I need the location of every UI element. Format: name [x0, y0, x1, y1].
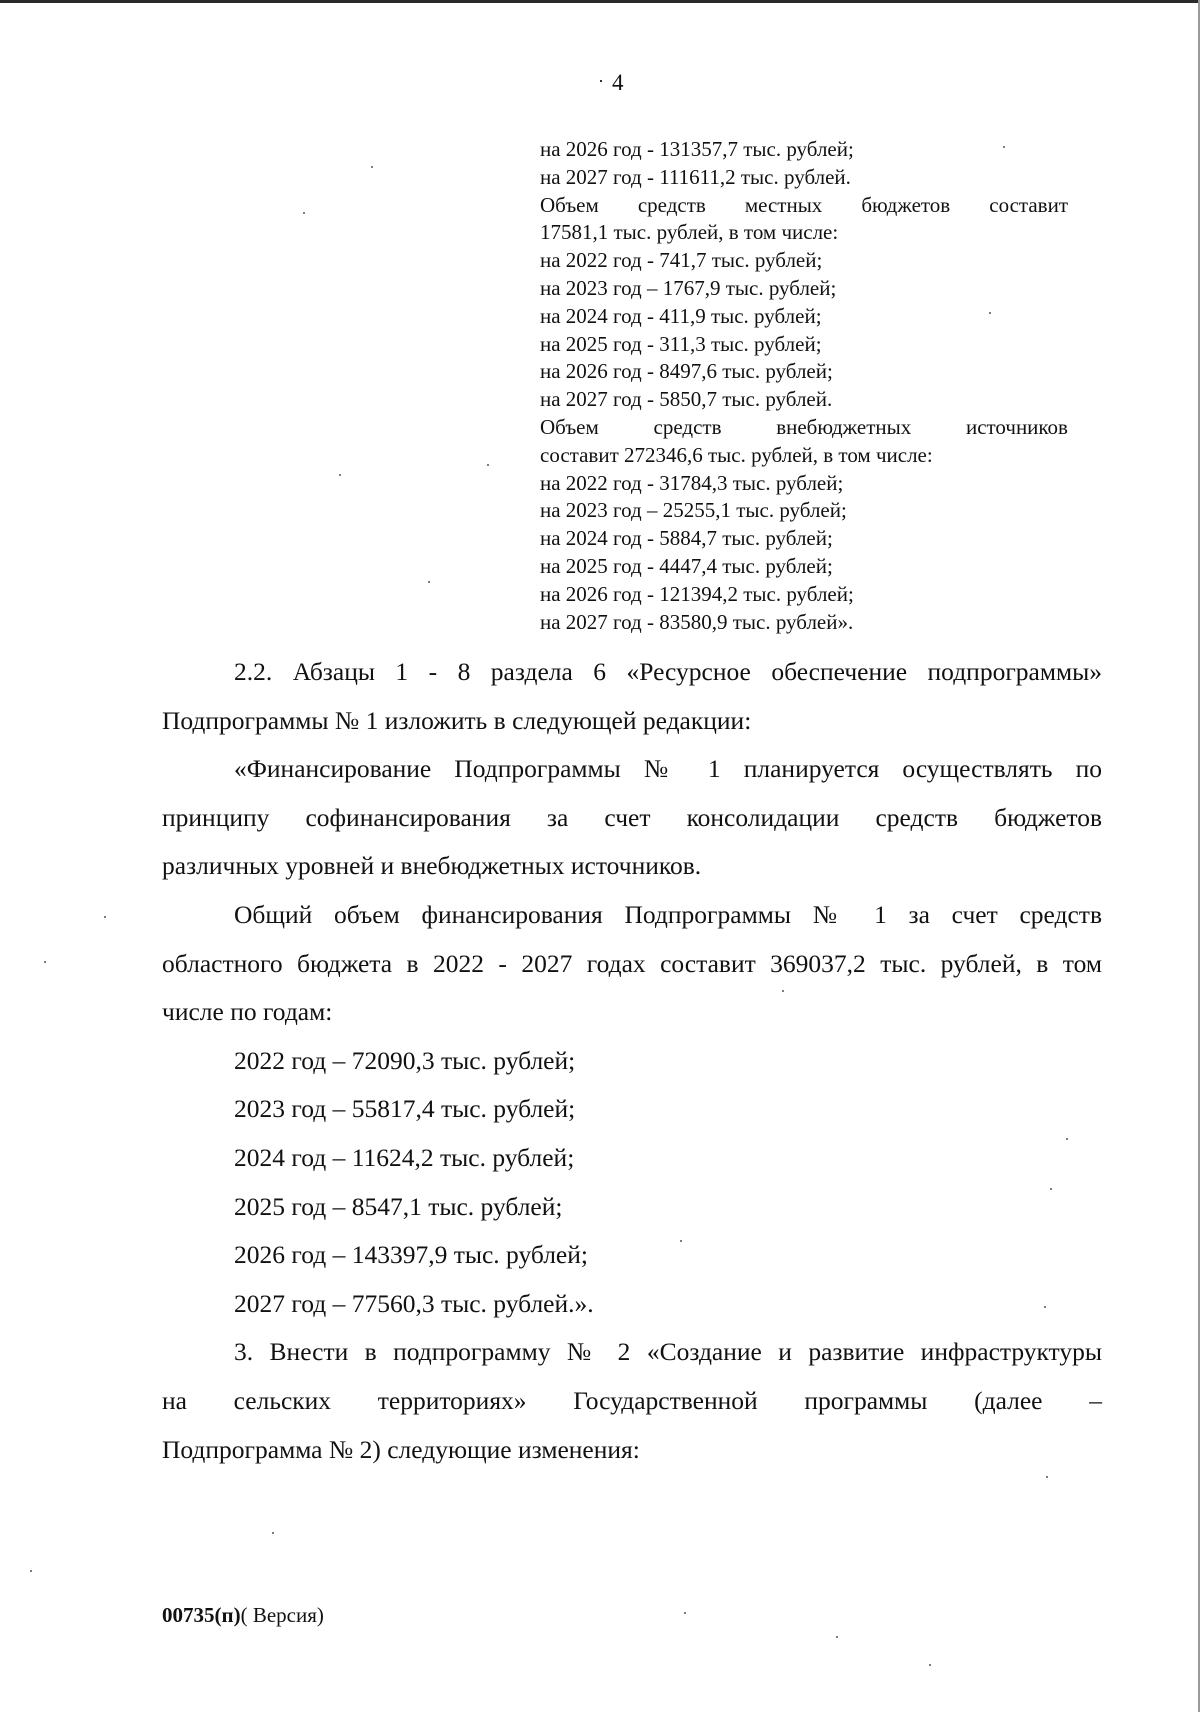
- word: Государственной: [573, 1385, 758, 1415]
- word: Объем: [540, 414, 599, 439]
- funding-line: на 2022 год - 31784,3 тыс. рублей;: [540, 470, 844, 495]
- scan-speck: [680, 1240, 682, 1242]
- page-number: [612, 70, 624, 96]
- funding-line: на 2026 год - 8497,6 тыс. рублей;: [540, 359, 833, 384]
- funding-line: 17581,1 тыс. рублей, в том числе:: [540, 220, 839, 245]
- word: территориях»: [377, 1385, 527, 1415]
- word: местных: [744, 192, 823, 217]
- word: Объем: [540, 192, 599, 217]
- paragraph-line: числе по годам:: [162, 997, 333, 1027]
- scan-speck: [1066, 1138, 1068, 1140]
- scan-speck: [303, 212, 305, 214]
- scan-edge-top: [0, 0, 1200, 3]
- yearly-amounts-list: [162, 1037, 1102, 1329]
- scan-speck: [371, 166, 373, 168]
- page-number-dot: [600, 80, 602, 82]
- paragraph-financing: [162, 745, 1102, 891]
- paragraph-line: «Финансирование Подпрограммы № 1 планируется осуществлять по: [234, 754, 1102, 784]
- funding-line: на 2025 год - 311,3 тыс. рублей;: [540, 331, 822, 356]
- local-budgets-heading-line: [540, 192, 1068, 220]
- word: средств: [653, 414, 722, 439]
- paragraph-line: 2.2. Абзацы 1 - 8 раздела 6 «Ресурсное обеспечение подпрограммы»: [234, 657, 1102, 686]
- scan-speck: [836, 1636, 838, 1638]
- funding-line: на 2027 год - 111611,2 тыс. рублей.: [540, 164, 851, 189]
- year-amount-line: 2027 год – 77560,3 тыс. рублей.».: [234, 1288, 594, 1318]
- scan-speck: [1050, 1188, 1052, 1190]
- paragraph-line: Подпрограммы № 1 изложить в следующей редакции:: [162, 705, 752, 735]
- funding-line: на 2023 год – 25255,1 тыс. рублей;: [540, 498, 847, 523]
- word: средств: [637, 192, 706, 217]
- paragraph-line: принципу софинансирования за счет консолидации средств бюджетов: [162, 802, 1102, 832]
- paragraph-line: Общий объем финансирования Подпрограммы № 1 за счет средств: [234, 899, 1102, 929]
- funding-line: составит 272346,6 тыс. рублей, в том числе:: [540, 442, 933, 467]
- scan-speck: [989, 312, 991, 314]
- document-footer: [162, 1603, 324, 1628]
- funding-line: на 2024 год - 5884,7 тыс. рублей;: [540, 526, 833, 551]
- scan-speck: [428, 581, 430, 583]
- scan-speck: [1044, 1306, 1046, 1308]
- funding-line: на 2026 год - 131357,7 тыс. рублей;: [540, 137, 854, 161]
- paragraph-line: Подпрограмма № 2) следующие изменения:: [162, 1434, 640, 1464]
- word: внебюджетных: [776, 414, 912, 439]
- scan-speck: [1003, 146, 1005, 148]
- scan-speck: [272, 1532, 274, 1534]
- page-number-text: 4: [612, 70, 624, 95]
- document-code: 00735(п): [162, 1603, 241, 1627]
- year-amount-line: 2024 год – 11624,2 тыс. рублей;: [234, 1142, 575, 1172]
- word: на: [162, 1385, 187, 1415]
- funding-line: на 2025 год - 4447,4 тыс. рублей;: [540, 553, 833, 578]
- scan-speck: [782, 990, 784, 992]
- paragraph-total-volume: [162, 891, 1102, 1037]
- paragraph-2-2: [162, 648, 1102, 745]
- year-amount-line: 2023 год – 55817,4 тыс. рублей;: [234, 1094, 576, 1124]
- word: программы: [804, 1385, 928, 1415]
- scan-speck: [684, 1612, 686, 1614]
- funding-line: на 2022 год - 741,7 тыс. рублей;: [540, 248, 823, 273]
- paragraph-line: 3. Внести в подпрограмму № 2 «Создание и развитие инфраструктуры: [234, 1337, 1102, 1367]
- funding-line: на 2027 год - 5850,7 тыс. рублей.: [540, 387, 833, 412]
- scan-speck: [44, 961, 46, 963]
- funding-line: на 2024 год - 411,9 тыс. рублей;: [540, 303, 822, 328]
- funding-continuation-block: [540, 136, 1068, 636]
- document-version: ( Версия): [240, 1603, 324, 1627]
- word: составит: [989, 192, 1068, 217]
- paragraph-3: [162, 1328, 1102, 1474]
- year-amount-line: 2022 год – 72090,3 тыс. рублей;: [234, 1045, 576, 1075]
- funding-line: на 2023 год – 1767,9 тыс. рублей;: [540, 275, 837, 300]
- paragraph-line: областного бюджета в 2022 - 2027 годах составит 369037,2 тыс. рублей, в том: [162, 948, 1102, 978]
- paragraph-line-spread: [162, 1377, 1102, 1426]
- word: бюджетов: [861, 192, 951, 217]
- main-body: [162, 648, 1102, 1474]
- scan-speck: [487, 464, 489, 466]
- scan-speck: [104, 916, 106, 918]
- offbudget-heading-line: [540, 414, 1068, 442]
- word: –: [1089, 1385, 1102, 1415]
- year-amount-line: 2026 год – 143397,9 тыс. рублей;: [234, 1240, 588, 1270]
- scan-speck: [339, 474, 341, 476]
- paragraph-line: различных уровней и внебюджетных источников.: [162, 851, 702, 881]
- word: сельских: [233, 1385, 332, 1415]
- word: источников: [965, 414, 1068, 439]
- scan-speck: [929, 1664, 931, 1666]
- funding-line: на 2027 год - 83580,9 тыс. рублей».: [540, 609, 854, 634]
- funding-line: на 2026 год - 121394,2 тыс. рублей;: [540, 581, 854, 606]
- scan-speck: [30, 1570, 32, 1572]
- scan-speck: [1046, 1476, 1048, 1478]
- word: (далее: [974, 1385, 1043, 1415]
- year-amount-line: 2025 год – 8547,1 тыс. рублей;: [234, 1191, 563, 1221]
